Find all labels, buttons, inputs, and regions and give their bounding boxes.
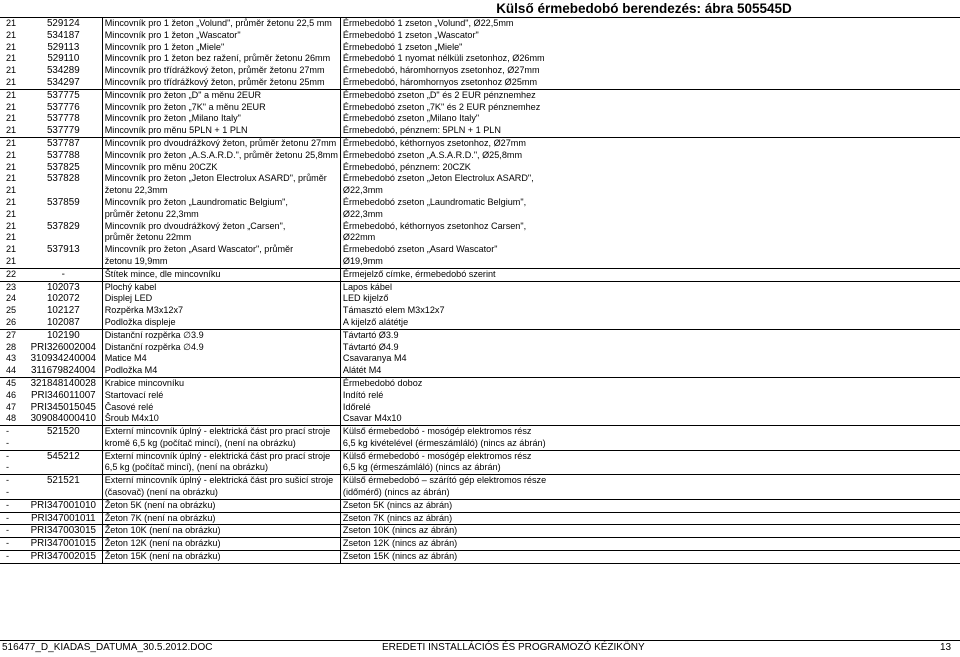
- description-cz: Displej LED: [102, 293, 340, 305]
- part-code: 102087: [25, 317, 102, 329]
- part-code: 537859: [46, 196, 80, 208]
- description-hu: Támasztó elem M3x12x7: [342, 305, 445, 316]
- item-number: -: [0, 538, 25, 551]
- description-hu: Érmebedobó 1 zseton „Wascator": [342, 29, 479, 40]
- table-row: [0, 475, 960, 487]
- table-row: [0, 390, 960, 402]
- part-code: [25, 209, 102, 221]
- description-hu: Alátét M4: [340, 365, 960, 377]
- part-code: 102072: [46, 293, 80, 305]
- table-row: [0, 329, 960, 341]
- table-row: [0, 137, 960, 149]
- part-code: 537776: [46, 101, 80, 113]
- description-hu: LED kijelző: [342, 293, 389, 304]
- part-code: 537825: [46, 161, 80, 173]
- item-number: 26: [0, 317, 25, 329]
- table-row: [0, 268, 960, 281]
- description-hu: Csavaranya M4: [342, 353, 407, 364]
- item-number: 21: [0, 89, 25, 101]
- part-code: [25, 185, 102, 197]
- description-cz: Podložka displeje: [102, 317, 340, 329]
- part-code: 537787: [25, 137, 102, 149]
- description-cz: průměr žetonu 22mm: [102, 232, 340, 244]
- description-cz: Externí mincovník úplný - elektrická část pro prací stroje: [102, 426, 340, 438]
- part-code: PRI326002004: [30, 341, 96, 353]
- description-cz: Mincovník pro třídrážkový žeton, průměr žetonu 25mm: [102, 77, 340, 89]
- description-hu: Érmebedobó zseton „Laundromatic Belgium",: [342, 196, 527, 207]
- description-hu: 6,5 kg (érmeszámláló) (nincs az ábrán): [340, 462, 960, 474]
- item-number: 21: [6, 244, 17, 255]
- description-cz: Mincovník pro měnu 5PLN + 1 PLN: [102, 125, 340, 137]
- item-number: 21: [6, 101, 17, 112]
- description-cz: Mincovník pro žeton „Laundromatic Belgium",: [102, 197, 340, 209]
- part-code: [25, 232, 102, 244]
- part-code: [25, 487, 102, 499]
- description-cz: Mincovník pro 1 žeton „Volund", průměr žetonu 22,5 mm: [102, 18, 340, 30]
- part-code: PRI347002015: [25, 551, 102, 564]
- description-hu: Távtartó Ø3.9: [340, 329, 960, 341]
- description-hu: Érmebedobó zseton „7K" és 2 EUR pénznemhez: [342, 101, 541, 112]
- part-code: PRI347001010: [25, 499, 102, 512]
- part-code: 311679824004: [25, 365, 102, 377]
- part-code: PRI347001011: [25, 512, 102, 525]
- description-cz: Žeton 10K (není na obrázku): [102, 525, 340, 538]
- table-row: [0, 256, 960, 268]
- description-cz: Žeton 12K (není na obrázku): [102, 538, 340, 551]
- description-cz: Distanční rozpěrka ∅4.9: [102, 342, 340, 354]
- item-number: 21: [6, 173, 17, 184]
- table-row: [0, 353, 960, 365]
- table-row: [0, 462, 960, 474]
- part-code: [25, 462, 102, 474]
- table-row: [0, 53, 960, 65]
- table-row: [0, 173, 960, 185]
- description-cz: Podložka M4: [102, 365, 340, 377]
- description-hu: Érmebedobó, kéthornyos zsetonhoz, Ø27mm: [340, 137, 960, 149]
- item-number: -: [0, 499, 25, 512]
- description-cz: Šroub M4x10: [102, 413, 340, 425]
- description-hu: Zseton 12K (nincs az ábrán): [340, 538, 960, 551]
- table-row: [0, 450, 960, 462]
- part-code: PRI347003015: [25, 525, 102, 538]
- part-code: 537828: [46, 173, 80, 185]
- part-code: 537788: [46, 149, 80, 161]
- item-number: 43: [6, 353, 17, 364]
- description-hu: Érmebedobó 1 zseton „Volund", Ø22,5mm: [340, 18, 960, 30]
- description-cz: Mincovník pro třídrážkový žeton, průměr žetonu 27mm: [102, 65, 340, 77]
- item-number: 21: [6, 185, 17, 196]
- table-row: [0, 487, 960, 499]
- part-code: PRI346011007: [30, 389, 96, 401]
- description-cz: Mincovník pro 1 žeton „Wascator": [102, 30, 340, 42]
- table-row: [0, 317, 960, 329]
- table-row: [0, 162, 960, 174]
- table-row: [0, 244, 960, 256]
- table-row: [0, 426, 960, 438]
- table-row: [0, 538, 960, 551]
- footer-manual-title: EREDETI INSTALLÁCIÓS ÉS PROGRAMOZÓ KÉZIKÖNY: [382, 642, 645, 653]
- page-footer: [0, 642, 960, 656]
- part-code: 529113: [47, 41, 80, 53]
- part-code: 310934240004: [30, 353, 96, 365]
- part-code: 529124: [25, 18, 102, 30]
- description-cz: kromě 6,5 kg (počítač mincí), (není na obrázku): [102, 438, 340, 450]
- table-row: [0, 525, 960, 538]
- description-hu: Érmebedobó 1 nyomat nélküli zsetonhoz, Ø26mm: [342, 53, 545, 64]
- description-cz: Matice M4: [102, 353, 340, 365]
- table-row: [0, 551, 960, 564]
- description-cz: Distanční rozpěrka ∅3.9: [102, 329, 340, 341]
- table-row: [0, 377, 960, 389]
- part-code: 102127: [46, 305, 80, 317]
- description-hu: Érmebedobó zseton „Milano Italy": [342, 113, 480, 124]
- part-code: 534187: [46, 29, 80, 41]
- item-number: 23: [0, 281, 25, 293]
- table-row: [0, 150, 960, 162]
- table-row: [0, 293, 960, 305]
- table-row: [0, 65, 960, 77]
- parts-table: [0, 17, 960, 564]
- item-number: -: [0, 475, 25, 487]
- description-hu: Időrelé: [342, 401, 371, 412]
- table-row: [0, 512, 960, 525]
- item-number: 21: [6, 232, 17, 243]
- part-code: PRI347001015: [25, 538, 102, 551]
- item-number: 47: [6, 401, 17, 412]
- item-number: 21: [0, 77, 25, 89]
- table-row: [0, 499, 960, 512]
- footer-divider: [0, 640, 960, 641]
- description-cz: Mincovník pro dvoudrážkový žeton, průměr žetonu 27mm: [102, 137, 340, 149]
- description-hu: Zseton 15K (nincs az ábrán): [340, 551, 960, 564]
- table-row: [0, 365, 960, 377]
- table-row: [0, 232, 960, 244]
- item-number: 21: [0, 256, 25, 268]
- item-number: 25: [6, 305, 17, 316]
- description-hu: Érmebedobó zseton „Asard Wascator": [342, 244, 498, 255]
- table-row: [0, 125, 960, 137]
- description-cz: průměr žetonu 22,3mm: [102, 209, 340, 221]
- description-hu: Érmebedobó zseton „Jeton Electrolux ASARD",: [342, 173, 534, 184]
- item-number: -: [0, 551, 25, 564]
- description-cz: Štítek mince, dle mincovníku: [102, 268, 340, 281]
- description-hu: Érmebedobó zseton „A.S.A.R.D.", Ø25,8mm: [342, 149, 523, 160]
- description-hu: 6,5 kg kivételével (érmeszámláló) (nincs az ábrán): [340, 438, 960, 450]
- description-cz: Externí mincovník úplný - elektrická část pro sušicí stroje: [102, 475, 340, 487]
- description-cz: žetonu 22,3mm: [102, 185, 340, 197]
- description-cz: Mincovník pro žeton „Asard Wascator", průměr: [102, 244, 340, 256]
- description-hu: Külső érmebedobó – szárító gép elektromos része: [340, 475, 960, 487]
- part-code: [25, 438, 102, 450]
- table-row: [0, 77, 960, 89]
- description-cz: Mincovník pro žeton „Milano Italy": [102, 113, 340, 125]
- part-code: 102073: [25, 281, 102, 293]
- description-hu: Zseton 10K (nincs az ábrán): [340, 525, 960, 538]
- description-cz: 6,5 kg (počítač mincí), (není na obrázku): [102, 462, 340, 474]
- description-hu: Érmebedobó, kéthornyos zsetonhoz Carsen",: [342, 220, 527, 231]
- item-number: -: [0, 525, 25, 538]
- description-hu: Érmebedobó 1 zseton „Miele": [342, 41, 463, 52]
- description-hu: (időmérő) (nincs az ábrán): [340, 487, 960, 499]
- table-row: [0, 89, 960, 101]
- part-code: 534297: [25, 77, 102, 89]
- table-row: [0, 18, 960, 30]
- description-hu: Zseton 5K (nincs az ábrán): [340, 499, 960, 512]
- description-hu: Érmebedobó zseton „D" és 2 EUR pénznemhez: [340, 89, 960, 101]
- part-code: 521521: [25, 475, 102, 487]
- part-code: 537829: [46, 220, 80, 232]
- description-hu: Külső érmebedobó - mosógép elektromos rész: [340, 450, 960, 462]
- part-code: 537779: [25, 125, 102, 137]
- description-hu: Érmebedobó, háromhornyos zsetonhoz Ø25mm: [340, 77, 960, 89]
- item-number: -: [0, 426, 25, 438]
- description-hu: Érmejelző címke, érmebedobó szerint: [340, 268, 960, 281]
- description-hu: Távtartó Ø4.9: [342, 341, 399, 352]
- description-hu: Külső érmebedobó - mosógép elektromos rész: [340, 426, 960, 438]
- description-cz: Startovací relé: [102, 390, 340, 402]
- item-number: 44: [0, 365, 25, 377]
- description-hu: Ø22mm: [342, 232, 376, 243]
- footer-filename: 516477_D_KIADAS_DATUMA_30.5.2012.DOC: [2, 642, 213, 653]
- table-row: [0, 113, 960, 125]
- table-row: [0, 197, 960, 209]
- item-number: 21: [6, 149, 17, 160]
- part-code: 537775: [25, 89, 102, 101]
- table-row: [0, 438, 960, 450]
- table-row: [0, 102, 960, 114]
- item-number: 21: [6, 220, 17, 231]
- item-number: 45: [0, 377, 25, 389]
- description-cz: žetonu 19,9mm: [102, 256, 340, 268]
- part-code: 537778: [46, 113, 80, 125]
- table-row: [0, 305, 960, 317]
- parts-table-body: [0, 18, 960, 564]
- description-cz: Mincovník pro žeton „7K" a měnu 2EUR: [102, 102, 340, 114]
- item-number: 21: [6, 29, 17, 40]
- part-code: 102190: [25, 329, 102, 341]
- item-number: 46: [6, 389, 17, 400]
- table-row: [0, 281, 960, 293]
- item-number: 21: [0, 125, 25, 137]
- description-cz: Žeton 7K (není na obrázku): [102, 512, 340, 525]
- description-cz: Mincovník pro žeton „D" a měnu 2EUR: [102, 89, 340, 101]
- description-cz: Krabice mincovníku: [102, 377, 340, 389]
- description-cz: Žeton 5K (není na obrázku): [102, 499, 340, 512]
- description-cz: Mincovník pro žeton „Jeton Electrolux ASARD", průměr: [102, 173, 340, 185]
- item-number: 24: [6, 293, 17, 304]
- part-code: 309084000410: [25, 413, 102, 425]
- description-hu: A kijelző alátétje: [340, 317, 960, 329]
- item-number: 21: [6, 196, 17, 207]
- description-cz: Mincovník pro 1 žeton bez ražení, průměr žetonu 26mm: [102, 53, 340, 65]
- part-code: 537913: [46, 244, 80, 256]
- description-cz: Mincovník pro měnu 20CZK: [102, 162, 340, 174]
- item-number: 21: [0, 18, 25, 30]
- item-number: 21: [6, 161, 17, 172]
- description-hu: Érmebedobó doboz: [340, 377, 960, 389]
- table-row: [0, 185, 960, 197]
- part-code: 534289: [46, 65, 80, 77]
- item-number: 28: [6, 341, 17, 352]
- description-hu: Csavar M4x10: [340, 413, 960, 425]
- description-cz: Časové relé: [102, 402, 340, 414]
- part-code: 521520: [25, 426, 102, 438]
- item-number: 27: [0, 329, 25, 341]
- table-title: Külső érmebedobó berendezés: ábra 505545D: [496, 1, 792, 16]
- description-hu: Érmebedobó, pénznem: 20CZK: [342, 161, 471, 172]
- part-code: PRI345015045: [30, 401, 96, 413]
- item-number: 21: [0, 137, 25, 149]
- part-code: 529110: [47, 53, 80, 65]
- description-hu: Ø22,3mm: [342, 208, 383, 219]
- description-hu: Ø22,3mm: [342, 185, 383, 196]
- table-row: [0, 413, 960, 425]
- footer-page-number: 13: [940, 642, 952, 653]
- table-row: [0, 209, 960, 221]
- part-code: -: [25, 268, 102, 281]
- table-row: [0, 30, 960, 42]
- item-number: 22: [0, 268, 25, 281]
- description-cz: Mincovník pro žeton „A.S.A.R.D.", průměr žetonu 25,8mm: [102, 150, 340, 162]
- description-hu: Lapos kábel: [340, 281, 960, 293]
- part-code: 321848140028: [25, 377, 102, 389]
- part-code: 545212: [25, 450, 102, 462]
- item-number: -: [0, 487, 25, 499]
- description-cz: Mincovník pro dvoudrážkový žeton „Carsen",: [102, 221, 340, 233]
- item-number: 21: [6, 41, 17, 52]
- item-number: -: [0, 450, 25, 462]
- part-code: [25, 256, 102, 268]
- item-number: -: [0, 512, 25, 525]
- description-cz: (časovač) (není na obrázku): [102, 487, 340, 499]
- description-hu: Érmebedobó, pénznem: 5PLN + 1 PLN: [340, 125, 960, 137]
- item-number: 21: [6, 113, 17, 124]
- description-hu: Indító relé: [342, 389, 384, 400]
- description-hu: Érmebedobó, háromhornyos zsetonhoz, Ø27mm: [342, 65, 540, 76]
- description-cz: Žeton 15K (není na obrázku): [102, 551, 340, 564]
- item-number: 48: [0, 413, 25, 425]
- table-row: [0, 221, 960, 233]
- description-cz: Rozpěrka M3x12x7: [102, 305, 340, 317]
- description-cz: Plochý kabel: [102, 281, 340, 293]
- item-number: -: [0, 462, 25, 474]
- description-cz: Externí mincovník úplný - elektrická část pro prací stroje: [102, 450, 340, 462]
- description-cz: Mincovník pro 1 žeton „Miele": [102, 42, 340, 54]
- item-number: 21: [6, 65, 17, 76]
- item-number: 21: [6, 53, 17, 64]
- table-row: [0, 402, 960, 414]
- table-row: [0, 42, 960, 54]
- description-hu: Zseton 7K (nincs az ábrán): [340, 512, 960, 525]
- item-number: 21: [6, 208, 17, 219]
- description-hu: Ø19,9mm: [340, 256, 960, 268]
- item-number: -: [0, 438, 25, 450]
- table-row: [0, 342, 960, 354]
